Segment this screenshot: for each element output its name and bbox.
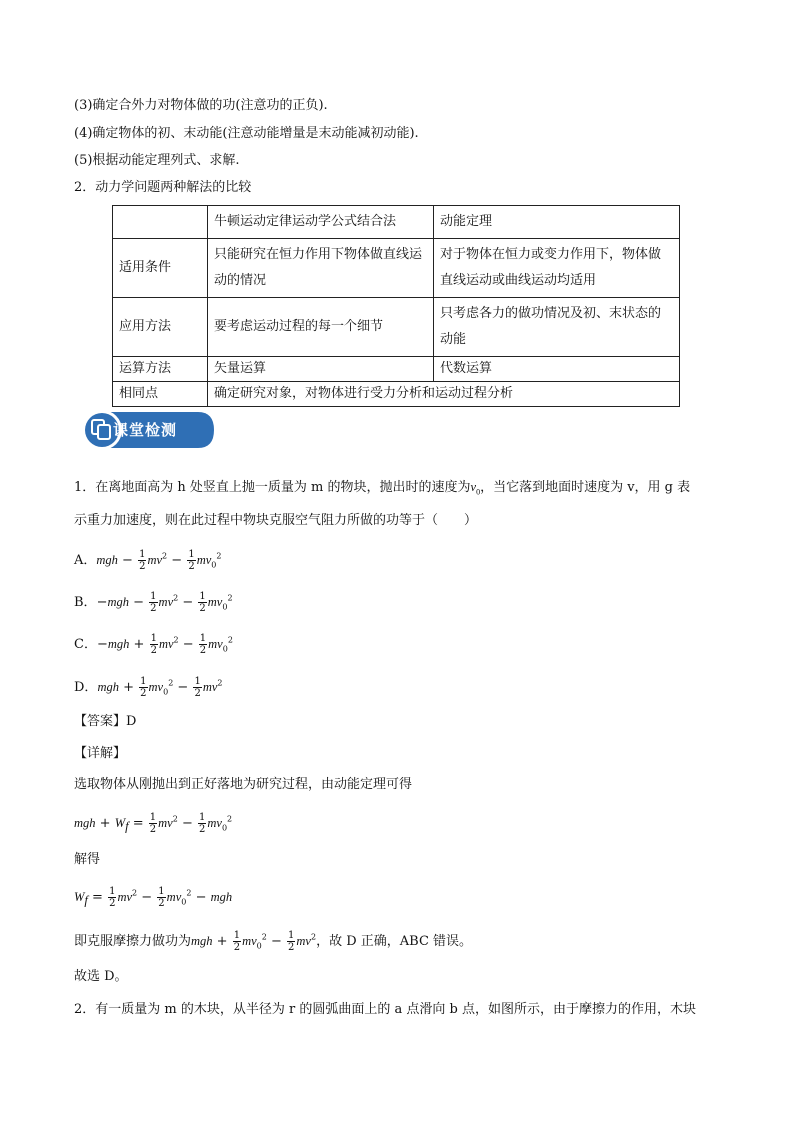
table-header-row [113,206,680,239]
energy-equation: mgh + $W_f$ = $\frac{1}{2}$ $mv^2$ − $\frac{1}{2}$ $mv_0^2$ [74,812,233,835]
solve-label: 解得 [74,852,101,867]
table-cell: 对于物体在恒力或变力作用下，物体做直线运动或曲线运动均适用 [434,239,680,298]
question-2-line-1: 2．有一质量为 m 的木块，从半径为 r 的圆弧曲面上的 a 点滑向 b 点，如图所示，由于摩擦力的作用，木块 [74,1002,696,1017]
question-1-line-2: 示重力加速度，则在此过程中物块克服空气阻力所做的功等于（ ） [74,513,478,528]
table-header-cell: 牛顿运动定律运动学公式结合法 [208,206,434,239]
work-equation: $W_f$ = $\frac{1}{2}$ $mv^2$ − $\frac{1}{2}$ $mv_0^2$ − mgh [74,886,233,909]
option-b: B．−mgh − $\frac{1}{2}$ $mv^2$ − $\frac{1}{2}$ $mv_0^2$ [74,591,233,614]
v0-symbol: $v_0$ [470,480,481,497]
option-c: C．−mgh + $\frac{1}{2}$ $mv^2$ − $\frac{1}{2}$ $mv_0^2$ [74,633,233,656]
badge-label: 课堂检测 [113,421,178,439]
answer-label: 【答案】D [74,714,137,729]
step-3: (3)确定合外力对物体做的功(注意功的正负). [74,98,328,113]
table-cell: 应用方法 [113,298,208,357]
option-d: D．mgh + $\frac{1}{2}$ $mv_0^2$ − $\frac{1}{2}$ $mv^2$ [74,676,223,699]
table-cell: 相同点 [113,382,208,407]
comparison-table [112,205,680,407]
table-row [113,298,680,357]
table-cell: 矢量运算 [208,357,434,382]
option-a: A．mgh − $\frac{1}{2}$ $mv^2$ − $\frac{1}{2}$ $mv_0^2$ [74,549,222,572]
table-cell: 代数运算 [434,357,680,382]
detail-label: 【详解】 [74,746,127,761]
question-1-line-1: 1．在离地面高为 h 处竖直上抛一质量为 m 的物块，抛出时的速度为$v_0$，当它落到地面时速度为 v，用 g 表 [74,480,691,497]
detail-text-1: 选取物体从刚抛出到正好落地为研究过程，由动能定理可得 [74,777,413,792]
table-cell: 确定研究对象，对物体进行受力分析和运动过程分析 [208,382,680,407]
section-2-title: 2．动力学问题两种解法的比较 [74,180,252,195]
table-cell: 要考虑运动过程的每一个细节 [208,298,434,357]
table-cell: 运算方法 [113,357,208,382]
table-header-cell: 动能定理 [434,206,680,239]
table-header-cell [113,206,208,239]
final-choice: 故选 D。 [74,969,128,984]
step-4: (4)确定物体的初、末动能(注意动能增量是末动能减初动能). [74,126,419,141]
table-row [113,357,680,382]
conclusion: 即克服摩擦力做功为mgh + $\frac{1}{2}$ $mv_0^2$ − $\frac{1}{2}$ $mv^2$，故 D 正确，ABC 错误。 [74,930,473,953]
table-cell: 适用条件 [113,239,208,298]
table-cell: 只能研究在恒力作用下物体做直线运动的情况 [208,239,434,298]
step-5: (5)根据动能定理列式、求解. [74,153,240,168]
table-row [113,239,680,298]
table-cell: 只考虑各力的做功情况及初、末状态的动能 [434,298,680,357]
table-row [113,382,680,407]
